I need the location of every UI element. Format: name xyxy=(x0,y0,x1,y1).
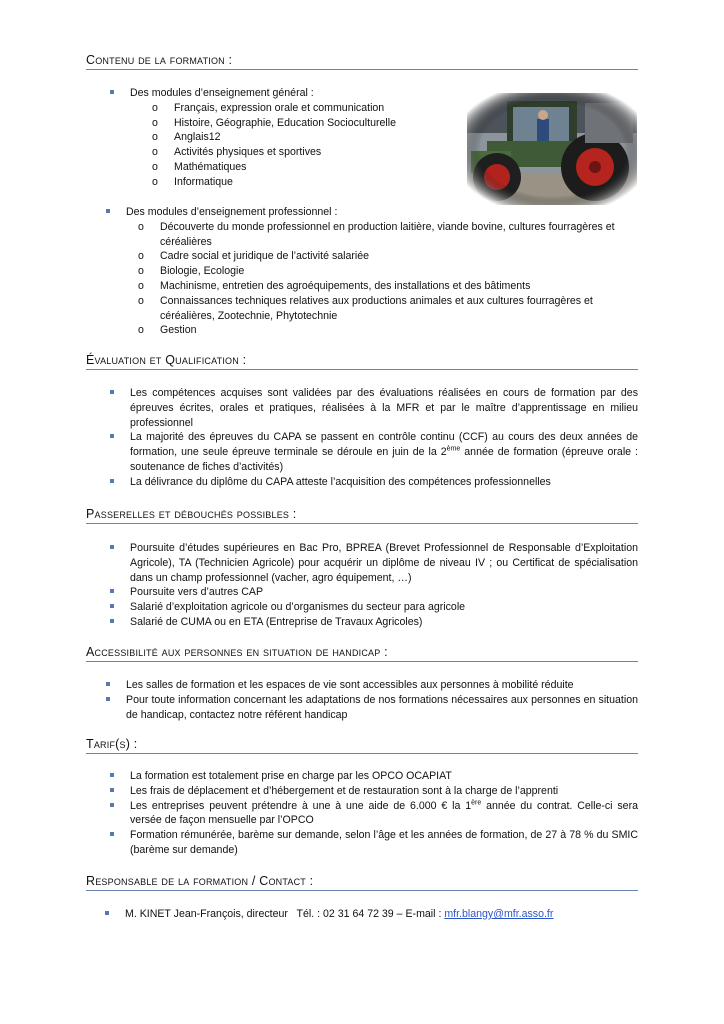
email-link[interactable]: mfr.blangy@mfr.asso.fr xyxy=(444,908,554,920)
circle-bullet-icon: o xyxy=(152,146,158,159)
sub-list-item: o Anglais12 xyxy=(152,131,221,144)
contenu-general-list xyxy=(130,86,460,190)
sub-list-item: o Mathématiques xyxy=(152,160,247,173)
bullet-icon xyxy=(110,773,114,777)
evaluation-list xyxy=(130,386,638,490)
circle-bullet-icon: o xyxy=(138,294,144,307)
section-heading-contact: Responsable de la formation / Contact : xyxy=(86,874,638,891)
circle-bullet-icon: o xyxy=(152,131,158,144)
list-item: Poursuite d’études supérieures en Bac Pro, BPREA (Brevet Professionnel de Responsable d’Exploitation Agricole), TA (Technicien Agricole) pour acquérir un diplôme de niveau IV ; ou Certificat de spécialisation dans un champ professionnel (vacher, agro équipement, …) xyxy=(130,541,638,585)
circle-bullet-icon: o xyxy=(152,175,158,188)
list-item: Des modules d’enseignement général : o Français, expression orale et communication o Histoire, Géographie, Education Socioculturelle o Anglais12 o Activités physiques et sportives o Mathématiques o Informatique xyxy=(130,86,460,190)
bullet-icon xyxy=(110,832,114,836)
list-item: Salarié de CUMA ou en ETA (Entreprise de Travaux Agricoles) xyxy=(130,615,638,630)
section-heading-evaluation: Évaluation et Qualification : xyxy=(86,353,638,370)
bullet-icon xyxy=(106,209,110,213)
sub-list-item: o Découverte du monde professionnel en production laitière, viande bovine, cultures fourragères et céréalières xyxy=(138,220,615,248)
list-item: Les frais de déplacement et d’hébergement et de restauration sont à la charge de l’apprenti xyxy=(130,784,638,799)
circle-bullet-icon: o xyxy=(152,101,158,114)
list-item: Poursuite vers d’autres CAP xyxy=(130,585,638,600)
list-item: La formation est totalement prise en charge par les OPCO OCAPIAT xyxy=(130,769,638,784)
sub-list-item: o Activités physiques et sportives xyxy=(152,146,322,159)
circle-bullet-icon: o xyxy=(138,220,144,233)
tarifs-list xyxy=(130,769,638,858)
accessibilite-list xyxy=(126,678,638,722)
sub-list-item: o Biologie, Ecologie xyxy=(138,265,245,278)
list-item: La majorité des épreuves du CAPA se passent en contrôle continu (CCF) au cours des deux années de formation, une seule épreuve terminale se déroule en juin de la 2ème année de formation (épreuve orale : soutenance de fiches d’activités) xyxy=(130,430,638,474)
list-item: La délivrance du diplôme du CAPA atteste l’acquisition des compétences professionnelles xyxy=(130,475,638,490)
bullet-icon xyxy=(110,619,114,623)
sub-list-item: o Machinisme, entretien des agroéquipements, des installations et des bâtiments xyxy=(138,279,531,292)
contact-list xyxy=(125,907,638,922)
contenu-professionnel-list xyxy=(126,205,638,338)
list-item: Les compétences acquises sont validées par des évaluations réalisées en cours de formation par des épreuves écrites, orales et pratiques, réalisées à la MFR et par le maître d’apprentissage en milieu professionnel xyxy=(130,386,638,430)
tractor-photo xyxy=(467,93,637,205)
list-item: Des modules d’enseignement professionnel : o Découverte du monde professionnel en production laitière, viande bovine, cultures fourragères et céréalières o Cadre social et juridique de l’activité salariée o Biologie, Ecologie o Machinisme, entretien des agroéquipements, des installations et des bâtiments o Connaissances techniques relatives aux productions animales et aux cultures fourragères et céréalières, Zootechnie, Phytotechnie o Gestion xyxy=(126,205,638,338)
bullet-icon xyxy=(110,788,114,792)
bullet-icon xyxy=(110,589,114,593)
list-item: Les salles de formation et les espaces de vie sont accessibles aux personnes à mobilité réduite xyxy=(126,678,638,693)
list-item: M. KINET Jean-François, directeur Tél. : 02 31 64 72 39 – E-mail : mfr.blangy@mfr.asso.fr xyxy=(125,907,638,922)
list-item: Les entreprises peuvent prétendre à une à une aide de 6.000 € la 1ère année du contrat. Celle-ci sera versée de façon mensuelle par l’OPCO xyxy=(130,799,638,829)
list-item: Pour toute information concernant les adaptations de nos formations nécessaires aux personnes en situation de handicap, contactez notre référent handicap xyxy=(126,693,638,723)
circle-bullet-icon: o xyxy=(152,116,158,129)
section-heading-passerelles: Passerelles et débouchés possibles : xyxy=(86,507,638,524)
list-item: Formation rémunérée, barème sur demande, selon l’âge et les années de formation, de 27 à 78 % du SMIC (barème sur demande) xyxy=(130,828,638,858)
sub-list-item: o Connaissances techniques relatives aux productions animales et aux cultures fourragères et céréalières, Zootechnie, Phytotechnie xyxy=(138,294,593,322)
bullet-icon xyxy=(110,545,114,549)
section-heading-tarifs: Tarif(s) : xyxy=(86,737,638,754)
passerelles-list xyxy=(130,541,638,630)
sub-list-item: o Gestion xyxy=(138,324,197,337)
circle-bullet-icon: o xyxy=(152,160,158,173)
bullet-icon xyxy=(110,479,114,483)
bullet-icon xyxy=(110,434,114,438)
sub-list-item: o Cadre social et juridique de l’activité salariée xyxy=(138,250,370,263)
circle-bullet-icon: o xyxy=(138,324,144,337)
bullet-icon xyxy=(110,90,114,94)
circle-bullet-icon: o xyxy=(138,250,144,263)
list-item: Salarié d’exploitation agricole ou d’organismes du secteur para agricole xyxy=(130,600,638,615)
circle-bullet-icon: o xyxy=(138,279,144,292)
bullet-icon xyxy=(105,911,109,915)
circle-bullet-icon: o xyxy=(138,265,144,278)
sub-list-item: o Informatique xyxy=(152,175,233,188)
section-heading-accessibilite: Accessibilité aux personnes en situation de handicap : xyxy=(86,645,638,662)
bullet-icon xyxy=(110,604,114,608)
bullet-icon xyxy=(110,803,114,807)
bullet-icon xyxy=(106,682,110,686)
section-heading-contenu: Contenu de la formation : xyxy=(86,53,638,70)
sub-list-item: o Français, expression orale et communication xyxy=(152,101,385,114)
bullet-icon xyxy=(110,390,114,394)
bullet-icon xyxy=(106,697,110,701)
sub-list-item: o Histoire, Géographie, Education Socioculturelle xyxy=(152,116,397,129)
